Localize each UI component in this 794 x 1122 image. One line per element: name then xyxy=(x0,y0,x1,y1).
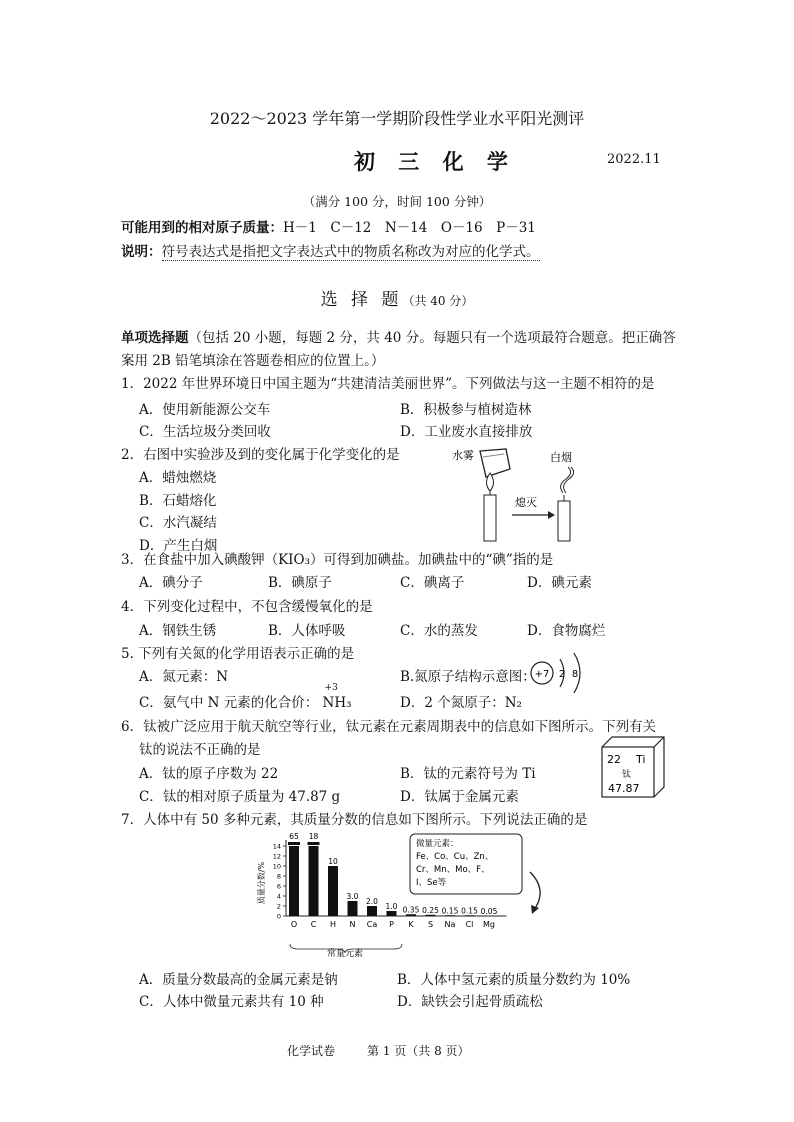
q3-option-c[interactable]: C．碘离子 xyxy=(400,575,465,591)
q5-option-a[interactable]: A．氮元素：N xyxy=(139,669,229,685)
value-label-Na: 0.15 xyxy=(441,906,459,916)
q2-option-d[interactable]: D．产生白烟 xyxy=(139,538,218,554)
category-label-S: S xyxy=(427,920,434,929)
value-label-H: 10 xyxy=(328,857,338,866)
q6-option-c[interactable]: C．钛的相对原子质量为 47.87 g xyxy=(139,789,341,805)
bar-O xyxy=(289,846,299,916)
bar-break-O xyxy=(288,842,300,845)
candle-experiment-figure xyxy=(440,443,610,548)
bar-P xyxy=(387,911,397,916)
value-label-O: 65 xyxy=(289,832,299,841)
value-label-K: 0.35 xyxy=(402,905,420,915)
bar-C xyxy=(309,846,319,916)
y-tick-label: 8 xyxy=(276,872,281,881)
q4-option-b[interactable]: B．人体呼吸 xyxy=(268,623,346,639)
titanium-element-card xyxy=(598,735,668,801)
atomic-mass-label: 可能用到的相对原子质量： xyxy=(121,220,283,236)
value-label-Mg: 0.05 xyxy=(480,906,498,916)
category-label-Mg: Mg xyxy=(483,920,495,929)
q2-option-c[interactable]: C．水汽凝结 xyxy=(139,515,217,531)
category-label-H: H xyxy=(329,920,337,929)
category-label-Ca: Ca xyxy=(366,920,378,929)
category-label-Na: Na xyxy=(444,920,456,929)
question-6-stem-line2: 钛的说法不正确的是 xyxy=(139,742,261,758)
question-4-stem: 4．下列变化过程中，不包含缓慢氧化的是 xyxy=(121,599,373,615)
y-tick-label: 6 xyxy=(276,882,281,891)
bar-S xyxy=(426,915,436,916)
nucleus-charge: +7 xyxy=(534,669,550,680)
element-mass-fraction-chart xyxy=(250,828,560,960)
y-tick-label: 2 xyxy=(276,902,281,911)
q1-option-b[interactable]: B．积极参与植树造林 xyxy=(400,402,532,418)
subject-title: 初 三 化 学 xyxy=(354,149,516,174)
shell-1-electrons: 2 xyxy=(558,669,566,680)
chart-x-label: 常量元素 xyxy=(326,949,364,959)
element-name: 钛 xyxy=(622,770,632,780)
bar-H xyxy=(328,866,338,916)
q4-option-a[interactable]: A．钢铁生锈 xyxy=(139,623,217,639)
extinguished-candle-icon xyxy=(558,467,574,541)
chart-y-ticks xyxy=(273,843,286,921)
callout-arrow xyxy=(530,872,540,910)
value-label-S: 0.25 xyxy=(422,905,439,915)
value-label-P: 1.0 xyxy=(385,902,398,911)
nitrogen-atom-diagram xyxy=(522,651,612,699)
q1-option-c[interactable]: C．生活垃圾分类回收 xyxy=(139,424,271,440)
category-label-Cl: Cl xyxy=(465,920,474,929)
question-1-stem: 1．2022 年世界环境日中国主题为“共建清洁美丽世界”。下列做法与这一主题不相符的是 xyxy=(121,376,655,392)
q6-option-d[interactable]: D．钛属于金属元素 xyxy=(400,789,519,805)
callout-title: 微量元素： xyxy=(416,839,459,849)
arrow-icon xyxy=(512,511,555,519)
value-label-Ca: 2.0 xyxy=(366,897,378,906)
q3-option-d[interactable]: D．碘元素 xyxy=(527,575,592,591)
q5-option-d[interactable]: D．2 个氮原子：N₂ xyxy=(400,695,522,711)
note-text: 符号表达式是指把文字表达式中的物质名称改为对应的化学式。 xyxy=(161,244,540,260)
atomic-mass-values: H－1 C－12 N－14 O－16 P－31 xyxy=(283,220,536,236)
note-line xyxy=(121,240,540,260)
atomic-number: 22 xyxy=(607,753,621,766)
q6-option-a[interactable]: A．钛的原子序数为 22 xyxy=(139,766,279,782)
category-label-N: N xyxy=(349,920,356,929)
q7-option-b[interactable]: B．人体中氢元素的质量分数约为 10% xyxy=(397,972,631,988)
category-label-P: P xyxy=(389,920,394,929)
y-tick-label: 12 xyxy=(272,852,281,861)
exam-info: （满分 100 分，时间 100 分钟） xyxy=(302,194,492,209)
section-points: （共 40 分） xyxy=(402,294,474,308)
q1-option-d[interactable]: D．工业废水直接排放 xyxy=(400,424,533,440)
bar-Ca xyxy=(367,906,377,916)
atomic-mass-line xyxy=(121,216,536,236)
footer-page: 第 1 页（共 8 页） xyxy=(367,1044,470,1058)
smoke-label: 白烟 xyxy=(550,451,572,464)
ammonia-formula: +3 NH₃ xyxy=(322,683,352,711)
note-label: 说明： xyxy=(121,244,162,260)
y-tick-label: 10 xyxy=(272,862,281,871)
mist-label: 水雾 xyxy=(452,449,474,462)
section-title xyxy=(0,285,794,310)
q4-option-d[interactable]: D．食物腐烂 xyxy=(527,623,606,639)
instructions-label: 单项选择题 xyxy=(121,330,189,346)
exam-title: 2022～2023 学年第一学期阶段性学业水平阳光测评 xyxy=(209,109,585,128)
q7-option-d[interactable]: D．缺铁会引起骨质疏松 xyxy=(397,994,543,1010)
callout-line2: Cr、Mn、Mo、F、 xyxy=(416,865,490,875)
q3-option-b[interactable]: B．碘原子 xyxy=(268,575,332,591)
bar-Cl xyxy=(465,915,475,916)
q5-option-b[interactable]: B.氮原子结构示意图： xyxy=(400,669,536,685)
value-label-N: 3.0 xyxy=(346,892,359,901)
q7-option-c[interactable]: C．人体中微量元素共有 10 种 xyxy=(139,994,324,1010)
question-6-stem-line1: 6．钛被广泛应用于航天航空等行业，钛元素在元素周期表中的信息如下图所示。下列有关 xyxy=(121,719,657,735)
question-2-stem: 2．右图中实验涉及到的变化属于化学变化的是 xyxy=(121,447,400,463)
callout-line1: Fe、Co、Cu、Zn、 xyxy=(416,852,494,862)
chart-y-label: 质量分数/% xyxy=(257,861,266,905)
exam-date: 2022.11 xyxy=(607,152,661,167)
footer-subject: 化学试卷 xyxy=(287,1044,336,1058)
y-tick-label: 14 xyxy=(272,842,281,851)
q6-option-b[interactable]: B．钛的元素符号为 Ti xyxy=(400,766,536,782)
bar-K xyxy=(406,914,416,916)
trace-elements-callout xyxy=(410,834,540,914)
q5-option-c[interactable]: C．氨气中 N 元素的化合价： +3 NH₃ xyxy=(139,683,352,711)
atomic-mass: 47.87 xyxy=(608,782,640,795)
category-label-K: K xyxy=(408,920,414,929)
burning-candle-icon xyxy=(484,473,496,541)
q7-option-a[interactable]: A．质量分数最高的金属元素是钠 xyxy=(139,972,338,988)
q3-option-a[interactable]: A．碘分子 xyxy=(139,575,203,591)
callout-line3: I、Se等 xyxy=(416,878,447,888)
valence-label: +3 xyxy=(324,683,338,693)
value-label-Cl: 0.15 xyxy=(461,906,478,916)
question-5-stem: 5. 下列有关氮的化学用语表示正确的是 xyxy=(121,646,355,662)
bar-Na xyxy=(445,915,455,916)
y-tick-label: 4 xyxy=(276,892,281,901)
instructions-line2: 案用 2B 铅笔填涂在答题卷相应的位置上。） xyxy=(121,353,385,369)
instructions-line1: 单项选择题（包括 20 小题，每题 2 分，共 40 分。每题只有一个选项最符合题意。把正确答 xyxy=(121,330,676,346)
bar-N xyxy=(348,901,358,916)
category-label-O: O xyxy=(290,920,298,929)
chart-category-labels xyxy=(291,920,495,929)
q1-option-a[interactable]: A．使用新能源公交车 xyxy=(139,402,271,418)
q2-option-a[interactable]: A．蜡烛燃烧 xyxy=(139,470,217,486)
q2-option-b[interactable]: B．石蜡熔化 xyxy=(139,493,217,509)
question-3-stem: 3．在食盐中加入碘酸钾（KIO₃）可得到加碘盐。加碘盐中的“碘”指的是 xyxy=(121,552,554,568)
y-tick-label: 0 xyxy=(276,912,281,921)
shell-2-electrons: 8 xyxy=(571,669,579,680)
beaker-icon xyxy=(480,449,510,477)
section-name: 选 择 题 xyxy=(320,290,403,310)
q4-option-c[interactable]: C．水的蒸发 xyxy=(400,623,478,639)
category-label-C: C xyxy=(310,920,317,929)
bar-break-C xyxy=(308,842,320,845)
element-symbol: Ti xyxy=(636,753,646,766)
extinguish-label: 熄灭 xyxy=(515,496,537,509)
question-7-stem: 7．人体中有 50 多种元素，其质量分数的信息如下图所示。下列说法正确的是 xyxy=(121,812,588,828)
value-label-C: 18 xyxy=(308,832,319,841)
